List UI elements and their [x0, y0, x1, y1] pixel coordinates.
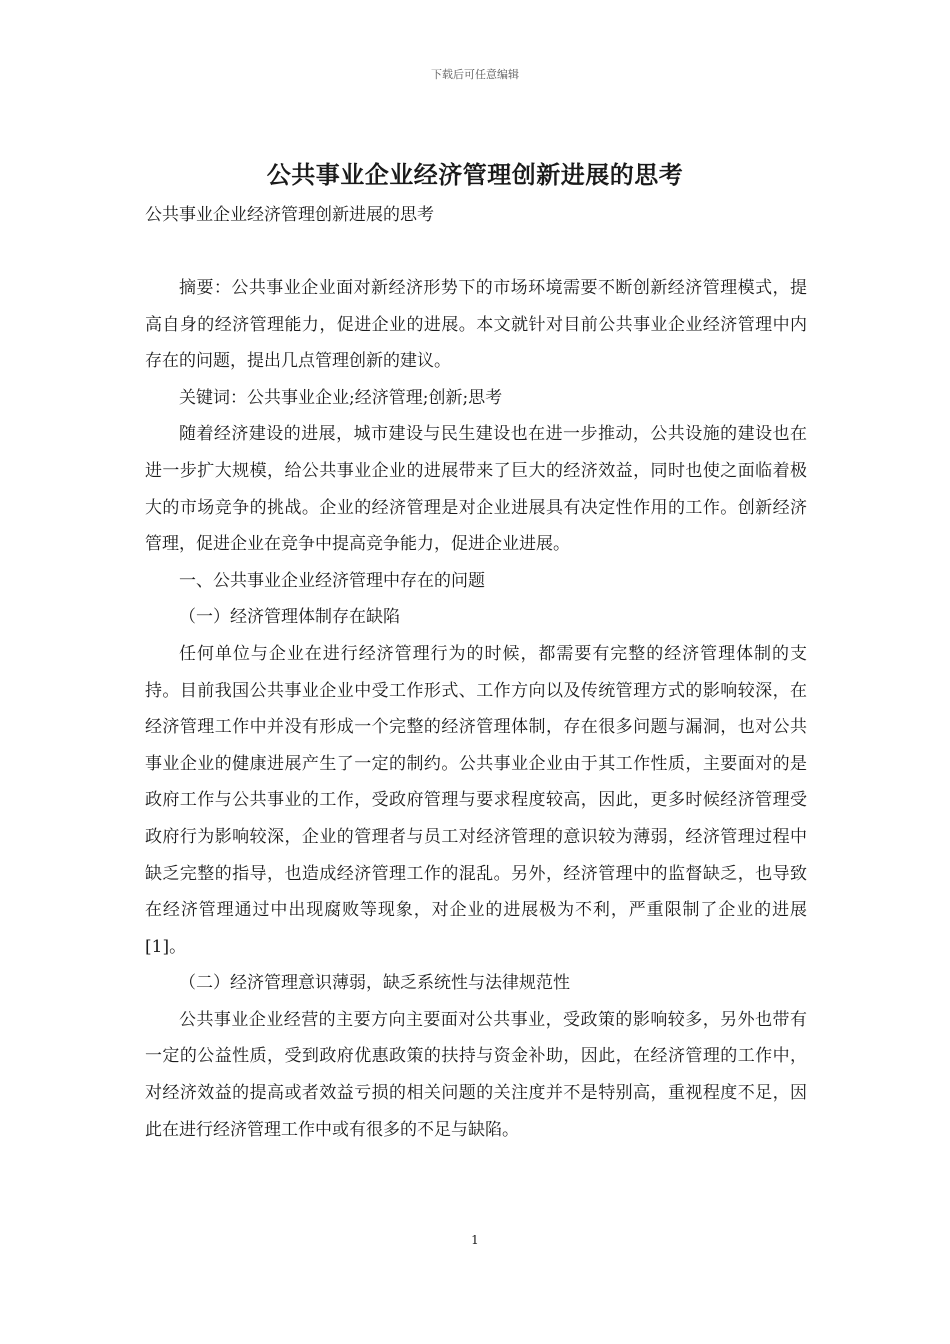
page-header-note: 下载后可任意编辑 [431, 68, 519, 81]
subsection-heading-1: （一）经济管理体制存在缺陷 [179, 607, 400, 628]
page-number: 1 [471, 1233, 479, 1247]
keywords-paragraph: 关键词：公共事业企业;经济管理;创新;思考 [179, 387, 503, 408]
body-paragraph: 任何单位与企业在进行经济管理行为的时候，都需要有完整的经济管理体制的支持。目前我国公共事业企业中受工作形式、工作方向以及传统管理方式的影响较深，在经济管理工作中并没有形成一个完整的经济管理体制，存在很多问题与漏洞，也对公共事业企业的健康进展产生了一定的制约。公共事业企业由于其工作性质，主要面对的是政府工作与公共事业的工作，受政府管理与要求程度较高，因此，更多时候经济管理受政府行为影响较深，企业的管理者与员工对经济管理的意识较为薄弱，经济管理过程中缺乏完整的指导，也造成经济管理工作的混乱。另外，经济管理中的监督缺乏，也导致在经济管理通过中出现腐败等现象，对企业的进展极为不利，严重限制了企业的进展[1]。 [145, 643, 807, 957]
body-paragraph: 公共事业企业经营的主要方向主要面对公共事业，受政策的影响较多，另外也带有一定的公益性质，受到政府优惠政策的扶持与资金补助，因此，在经济管理的工作中，对经济效益的提高或者效益亏损的相关问题的关注度并不是特别高，重视程度不足，因此在进行经济管理工作中或有很多的不足与缺陷。 [145, 1009, 807, 1140]
document-body [145, 270, 807, 1148]
intro-paragraph: 随着经济建设的进展，城市建设与民生建设也在进一步推动，公共设施的建设也在进一步扩大规模，给公共事业企业的进展带来了巨大的经济效益，同时也使之面临着极大的市场竞争的挑战。企业的经济管理是对企业进展具有决定性作用的工作。创新经济管理，促进企业在竞争中提高竞争能力，促进企业进展。 [145, 424, 807, 555]
section-heading-1: 一、公共事业企业经济管理中存在的问题 [179, 570, 485, 591]
document-title: 公共事业企业经济管理创新进展的思考 [266, 160, 684, 189]
document-subtitle: 公共事业企业经济管理创新进展的思考 [145, 205, 434, 225]
subsection-heading-2: （二）经济管理意识薄弱，缺乏系统性与法律规范性 [179, 973, 570, 994]
abstract-paragraph: 摘要：公共事业企业面对新经济形势下的市场环境需要不断创新经济管理模式，提高自身的经济管理能力，促进企业的进展。本文就针对目前公共事业企业经济管理中内存在的问题，提出几点管理创新的建议。 [145, 278, 807, 372]
